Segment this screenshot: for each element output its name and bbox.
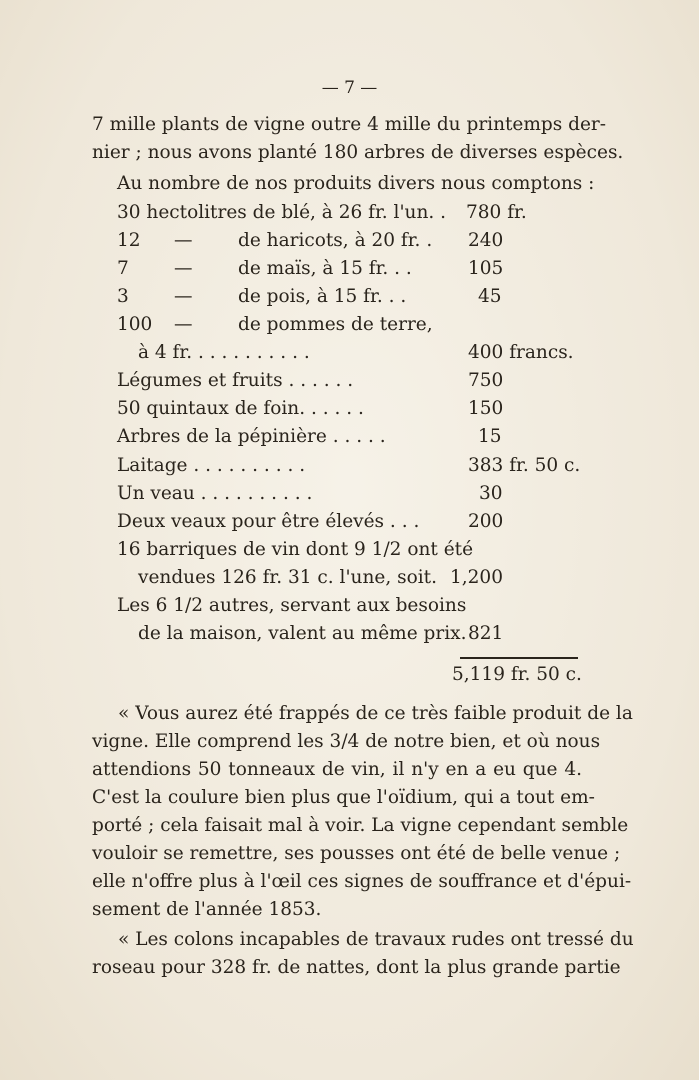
product-label: Les 6 1/2 autres, servant aux besoins: [117, 595, 467, 616]
product-label: 50 quintaux de foin. . . . . .: [117, 398, 364, 419]
paragraph-1-line: C'est la coulure bien plus que l'oïdium, qui a tout em-: [92, 787, 595, 808]
paragraph-1-line: « Vous aurez été frappés de ce très faible produit de la: [118, 703, 633, 724]
product-value: 105: [468, 258, 504, 279]
lead-in: Au nombre de nos produits divers nous comptons :: [117, 173, 595, 194]
product-label: de la maison, valent au même prix.: [138, 623, 467, 644]
paragraph-1-line: attendions 50 tonneaux de vin, il n'y en a eu que 4.: [92, 759, 582, 780]
product-value: 150: [468, 398, 504, 419]
paragraph-1-line: vouloir se remettre, ses pousses ont été de belle venue ;: [92, 843, 621, 864]
product-value: 45: [478, 286, 502, 307]
product-value: 750: [468, 370, 504, 391]
product-label: Laitage . . . . . . . . . .: [117, 455, 306, 476]
product-value: 780 fr.: [466, 202, 527, 223]
product-qty: 12: [117, 230, 141, 251]
page-number: — 7 —: [321, 78, 378, 98]
paragraph-2-line: roseau pour 328 fr. de nattes, dont la plus grande partie: [92, 957, 621, 978]
product-value: 240: [468, 230, 504, 251]
product-label: de pois, à 15 fr. . .: [238, 286, 407, 307]
product-label: 30 hectolitres de blé, à 26 fr. l'un. .: [117, 202, 447, 223]
product-qty: 3: [117, 286, 129, 307]
sum-rule: [460, 657, 578, 659]
product-qty: 100: [117, 314, 153, 335]
intro-line-2: nier ; nous avons planté 180 arbres de diverses espèces.: [92, 142, 624, 163]
paragraph-2-line: « Les colons incapables de travaux rudes ont tressé du: [118, 929, 634, 950]
product-label: Un veau . . . . . . . . . .: [117, 483, 313, 504]
paragraph-1-line: porté ; cela faisait mal à voir. La vigne cependant semble: [92, 815, 629, 836]
product-value: 30: [479, 483, 503, 504]
ditto-dash: —: [174, 230, 193, 251]
ditto-dash: —: [174, 314, 193, 335]
product-label: Arbres de la pépinière . . . . .: [117, 426, 386, 447]
product-value: 821: [468, 623, 504, 644]
product-value: 200: [468, 511, 504, 532]
product-label: de maïs, à 15 fr. . .: [238, 258, 412, 279]
product-label: de pommes de terre,: [238, 314, 433, 335]
product-label: à 4 fr. . . . . . . . . . .: [138, 342, 310, 363]
product-label: de haricots, à 20 fr. .: [238, 230, 433, 251]
product-value: 15: [478, 426, 502, 447]
product-label: Légumes et fruits . . . . . .: [117, 370, 354, 391]
paragraph-1-line: sement de l'année 1853.: [92, 899, 322, 920]
product-qty: 7: [117, 258, 129, 279]
ditto-dash: —: [174, 258, 193, 279]
product-value: 1,200: [450, 567, 503, 588]
product-value: 400 francs.: [468, 342, 574, 363]
paragraph-1-line: elle n'offre plus à l'œil ces signes de souffrance et d'épui-: [92, 871, 632, 892]
product-label: vendues 126 fr. 31 c. l'une, soit.: [138, 567, 437, 588]
ditto-dash: —: [174, 286, 193, 307]
product-label: 16 barriques de vin dont 9 1/2 ont été: [117, 539, 474, 560]
product-label: Deux veaux pour être élevés . . .: [117, 511, 420, 532]
product-value: 383 fr. 50 c.: [468, 455, 581, 476]
intro-line-1: 7 mille plants de vigne outre 4 mille du printemps der-: [92, 114, 607, 135]
paragraph-1-line: vigne. Elle comprend les 3/4 de notre bien, et où nous: [92, 731, 601, 752]
total-value: 5,119 fr. 50 c.: [452, 664, 582, 685]
